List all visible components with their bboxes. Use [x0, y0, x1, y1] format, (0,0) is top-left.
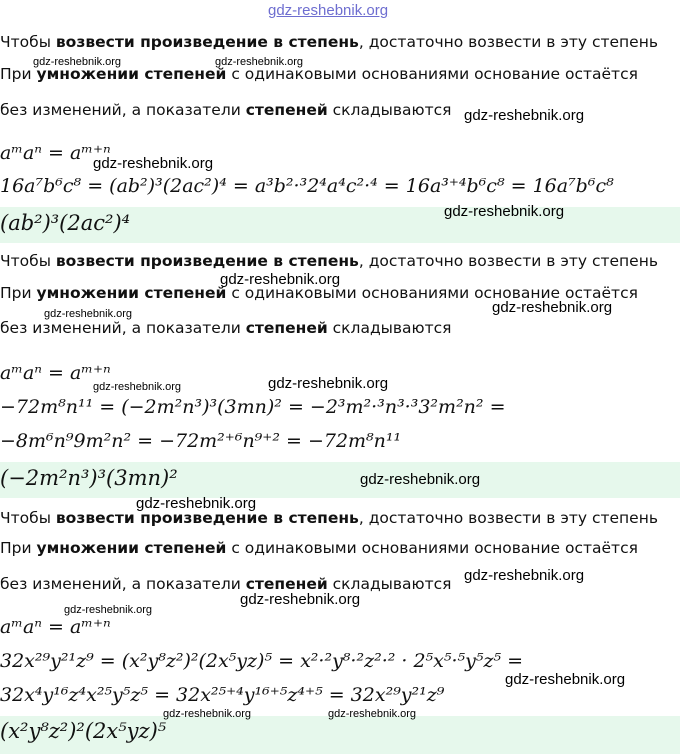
watermark: gdz-reshebnik.org [93, 155, 214, 172]
solution-line: −72m⁸n¹¹ = (−2m²n³)³(3mn)² = −2³m²·³n³·³3²m²n² = [0, 396, 506, 418]
watermark: gdz-reshebnik.org [44, 308, 133, 320]
watermark: gdz-reshebnik.org [33, 56, 122, 68]
rule-line-2: При умножении степеней с одинаковыми основаниями основание остаётся [0, 284, 638, 302]
watermark: gdz-reshebnik.org [492, 299, 613, 316]
solution-line: 32x⁴y¹⁶z⁴x²⁵y⁵z⁵ = 32x²⁵⁺⁴y¹⁶⁺⁵z⁴⁺⁵ = 32x²⁹y²¹z⁹ [0, 684, 445, 706]
answer-expression: (ab²)³(2ac²)⁴ [0, 211, 131, 235]
formula-rule: aᵐaⁿ = aᵐ⁺ⁿ [0, 616, 111, 638]
watermark: gdz-reshebnik.org [64, 604, 153, 616]
rule-line-3: без изменений, а показатели степеней складываются [0, 319, 452, 337]
rule-line-1: Чтобы возвести произведение в степень, достаточно возвести в эту степень [0, 509, 658, 527]
site-watermark-top[interactable]: gdz-reshebnik.org [268, 2, 389, 19]
rule-line-3: без изменений, а показатели степеней складываются [0, 101, 452, 119]
formula-rule: aᵐaⁿ = aᵐ⁺ⁿ [0, 362, 111, 384]
watermark: gdz-reshebnik.org [464, 567, 585, 584]
watermark: gdz-reshebnik.org [163, 708, 252, 720]
watermark: gdz-reshebnik.org [505, 671, 626, 688]
rule-line-2: При умножении степеней с одинаковыми основаниями основание остаётся [0, 539, 638, 557]
watermark: gdz-reshebnik.org [360, 471, 481, 488]
watermark: gdz-reshebnik.org [215, 56, 304, 68]
rule-line-2: При умножении степеней с одинаковыми основаниями основание остаётся [0, 65, 638, 83]
answer-expression: (x²y⁸z²)²(2x⁵yz)⁵ [0, 719, 167, 743]
watermark: gdz-reshebnik.org [136, 495, 257, 512]
watermark: gdz-reshebnik.org [268, 375, 389, 392]
answer-expression: (−2m²n³)³(3mn)² [0, 466, 178, 490]
watermark: gdz-reshebnik.org [464, 107, 585, 124]
solution-line: 16a⁷b⁶c⁸ = (ab²)³(2ac²)⁴ = a³b²·³2⁴a⁴c²·⁴ = 16a³⁺⁴b⁶c⁸ = 16a⁷b⁶c⁸ [0, 175, 614, 197]
watermark: gdz-reshebnik.org [240, 591, 361, 608]
watermark: gdz-reshebnik.org [93, 381, 182, 393]
solution-line: 32x²⁹y²¹z⁹ = (x²y⁸z²)²(2x⁵yz)⁵ = x²·²y⁸·²z²·² · 2⁵x⁵·⁵y⁵z⁵ = [0, 650, 524, 672]
formula-rule: aᵐaⁿ = aᵐ⁺ⁿ [0, 142, 111, 164]
rule-line-1: Чтобы возвести произведение в степень, достаточно возвести в эту степень [0, 33, 658, 51]
watermark: gdz-reshebnik.org [220, 271, 341, 288]
solution-line: −8m⁶n⁹9m²n² = −72m²⁺⁶n⁹⁺² = −72m⁸n¹¹ [0, 430, 402, 452]
rule-line-3: без изменений, а показатели степеней складываются [0, 575, 452, 593]
watermark: gdz-reshebnik.org [328, 708, 417, 720]
watermark: gdz-reshebnik.org [444, 203, 565, 220]
rule-line-1: Чтобы возвести произведение в степень, достаточно возвести в эту степень [0, 252, 658, 270]
